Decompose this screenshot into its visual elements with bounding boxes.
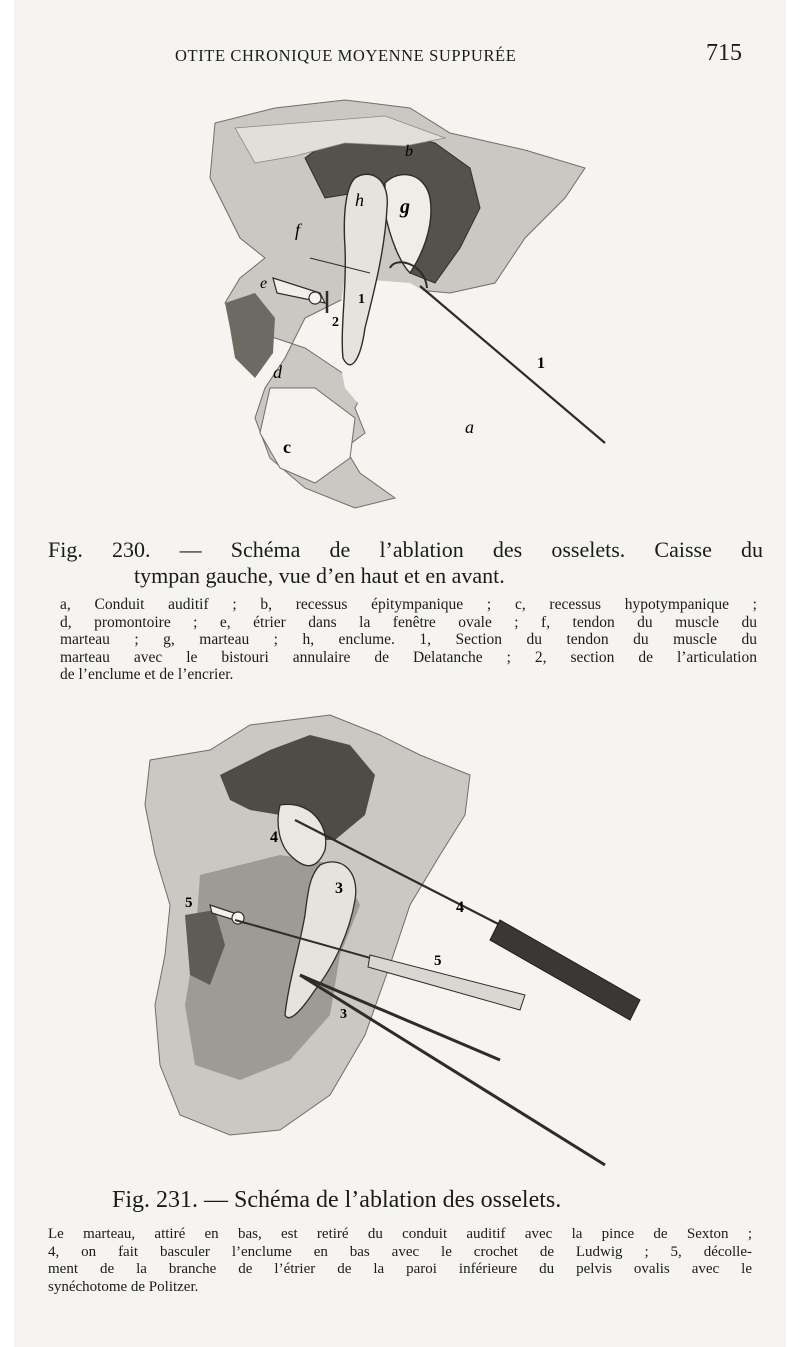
page-number: 715 — [706, 40, 742, 66]
label-3: 3 — [335, 880, 343, 897]
legend-230-line: de l’enclume et de l’encrier. — [60, 666, 234, 683]
instrument-3-arm-a — [300, 975, 605, 1165]
label-c: c — [283, 437, 291, 457]
figure-230-caption-line2: tympan gauche, vue d’en haut et en avant. — [134, 563, 505, 588]
label-b: b — [405, 143, 413, 160]
label-1: 1 — [537, 355, 545, 372]
legend-231-line: ment de la branche de l’étrier de la paroi inférieure du pelvis ovalis avec le — [48, 1261, 752, 1277]
legend-231-line: Le marteau, attiré en bas, est retiré du conduit auditif avec la pince de Sexton ; — [48, 1226, 752, 1242]
figure-230-caption-line1: Fig. 230. — Schéma de l’ablation des osselets. Caisse du — [48, 537, 763, 562]
label-5: 5 — [185, 895, 193, 911]
label-1-small: 1 — [358, 292, 365, 307]
figure-230-illustration — [195, 88, 625, 528]
label-3: 3 — [340, 1007, 347, 1022]
legend-230-line: a, Conduit auditif ; b, recessus épitympanique ; c, recessus hypotympanique ; — [60, 596, 757, 613]
legend-230-line: d, promontoire ; e, étrier dans la fenêtre ovale ; f, tendon du muscle du — [60, 613, 757, 631]
label-d: d — [273, 362, 282, 382]
legend-230-line: marteau avec le bistouri annulaire de Delatanche ; 2, section de l’articulation — [60, 648, 757, 666]
label-a: a — [465, 417, 474, 437]
label-5: 5 — [434, 953, 442, 969]
label-e: e — [260, 275, 268, 292]
label-f: f — [295, 220, 301, 240]
running-header: OTITE CHRONIQUE MOYENNE SUPPURÉE — [175, 46, 517, 65]
legend-231-line: synéchotome de Politzer. — [48, 1278, 199, 1295]
label-2: 2 — [332, 315, 339, 330]
figure-231-caption: Fig. 231. — Schéma de l’ablation des osselets. — [112, 1187, 562, 1213]
legend-230-line: marteau ; g, marteau ; h, enclume. 1, Section du tendon du muscle du — [60, 631, 757, 648]
figure-231-illustration — [140, 705, 660, 1175]
label-4: 4 — [456, 899, 464, 916]
label-h: h — [355, 190, 364, 210]
label-4: 4 — [270, 829, 278, 846]
legend-231-line: 4, on fait basculer l’enclume en bas avec le crochet de Ludwig ; 5, décolle- — [48, 1243, 752, 1260]
figure-230-legend — [60, 596, 757, 684]
label-g: g — [400, 196, 410, 218]
figure-231-legend — [48, 1226, 752, 1296]
